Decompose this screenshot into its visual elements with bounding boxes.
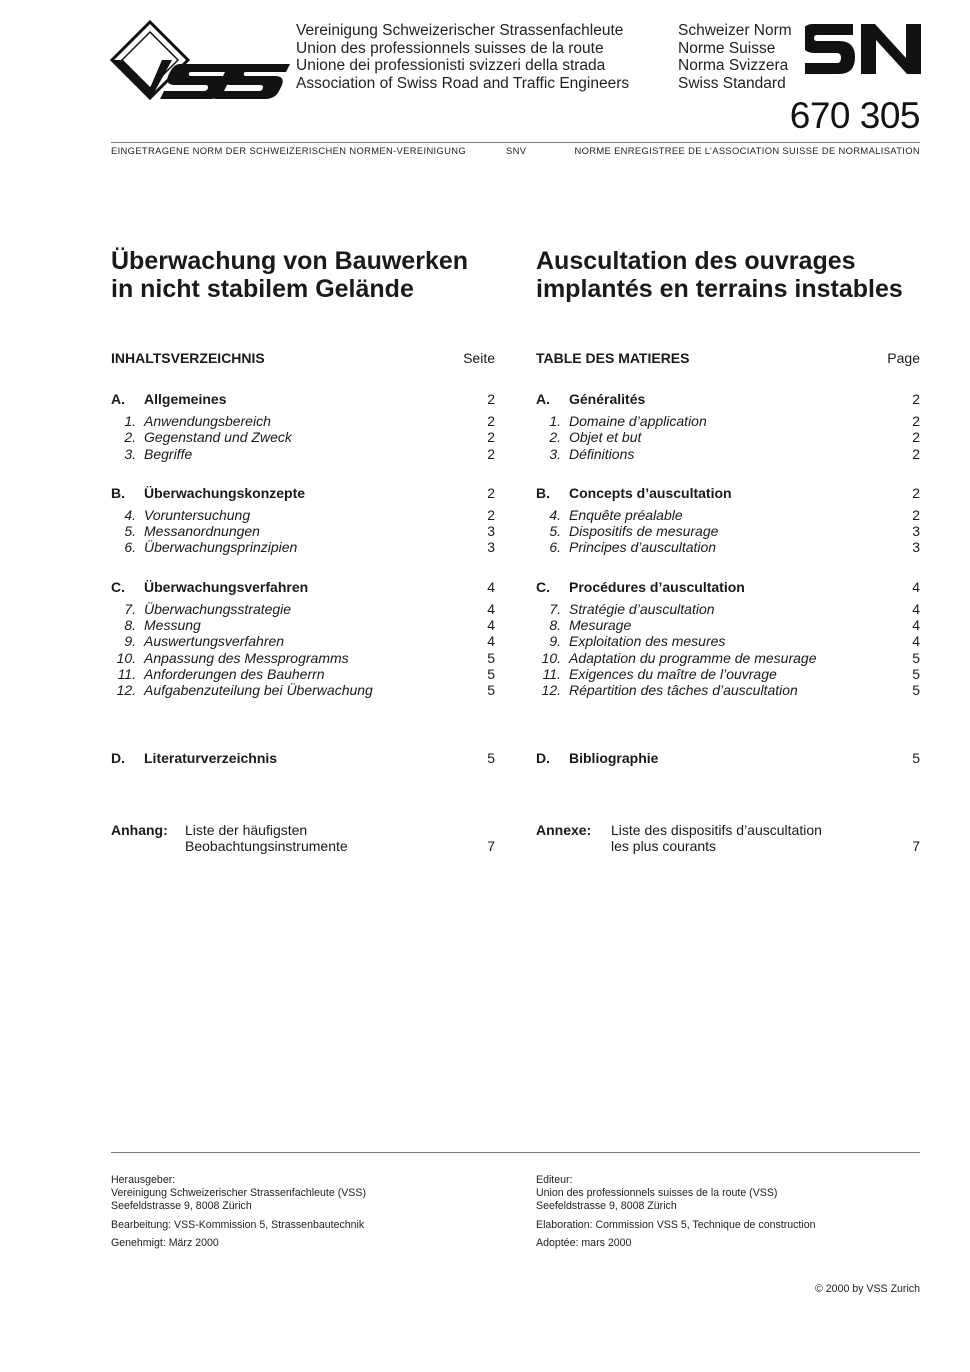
toc-header [536, 348, 920, 368]
org-name-it: Unione dei professionisti svizzeri della strada [296, 57, 606, 75]
toc-item [536, 523, 920, 539]
section-row [536, 389, 920, 409]
section-page: 2 [487, 391, 495, 407]
item-number: 11. [542, 665, 561, 682]
item-title: Objet et but [569, 429, 642, 446]
appendix-label: Annexe: [536, 822, 592, 838]
section-letter: C. [111, 578, 125, 595]
organization-names [296, 22, 629, 92]
item-page: 2 [487, 445, 495, 462]
item-number: 9. [549, 633, 561, 650]
item-number: 3. [549, 445, 561, 462]
toc-item [111, 523, 495, 539]
toc-item [536, 413, 920, 429]
section-title: Überwachungsverfahren [144, 578, 309, 595]
item-number: 6. [549, 539, 561, 556]
toc-item [111, 429, 495, 445]
toc-header [111, 348, 495, 368]
item-page: 4 [487, 600, 495, 617]
section-title: Literaturverzeichnis [144, 750, 278, 766]
title-line: Auscultation des ouvrages [536, 247, 856, 275]
toc-page-label: Seite [463, 350, 495, 366]
appendix-page: 7 [487, 838, 495, 855]
org-name-en: Association of Swiss Road and Traffic Engineers [296, 74, 630, 92]
toc-item [111, 446, 495, 462]
section-title: Überwachungskonzepte [144, 484, 306, 501]
section-row [111, 577, 495, 597]
item-page: 4 [487, 633, 495, 650]
item-title: Mesurage [569, 617, 632, 634]
item-page: 2 [912, 429, 920, 446]
item-number: 8. [124, 617, 136, 634]
item-title: Aufgabenzuteilung bei Überwachung [144, 682, 373, 699]
footer-fr [536, 1174, 916, 1250]
item-title: Anpassung des Messprogramms [144, 649, 349, 666]
item-page: 3 [912, 539, 920, 556]
toc-fr [536, 348, 920, 868]
toc-item [111, 601, 495, 617]
item-number: 4. [124, 506, 136, 523]
standard-number: 670 305 [789, 95, 920, 136]
toc-item [111, 507, 495, 523]
appendix-line: Liste der häufigsten [185, 822, 308, 838]
section-letter: B. [111, 484, 125, 501]
section-letter: A. [536, 391, 550, 407]
item-title: Überwachungsstrategie [144, 600, 292, 617]
toc-section-b [536, 483, 920, 556]
registration-snv: SNV [506, 145, 527, 156]
item-page: 3 [487, 523, 495, 540]
item-number: 5. [124, 523, 136, 540]
section-letter: C. [536, 578, 550, 595]
section-title: Procédures d’auscultation [569, 578, 745, 595]
toc-section-a [111, 389, 495, 462]
item-number: 2. [549, 429, 561, 446]
item-page: 5 [912, 649, 920, 666]
item-page: 5 [487, 649, 495, 666]
item-page: 2 [487, 429, 495, 446]
toc-item [111, 539, 495, 555]
standard-name-fr: Norme Suisse [678, 39, 776, 57]
section-page: 4 [912, 578, 920, 595]
toc-section-d [111, 748, 495, 768]
header-divider [111, 142, 920, 143]
item-title: Messung [144, 617, 201, 634]
section-row [536, 483, 920, 503]
appendix-line: les plus courants [611, 838, 717, 855]
appendix-line: Liste des dispositifs d’auscultation [611, 822, 822, 838]
approval-date: Genehmigt: März 2000 [111, 1236, 219, 1249]
section-title: Généralités [569, 391, 646, 407]
section-letter: B. [536, 484, 550, 501]
section-page: 5 [912, 750, 920, 766]
item-title: Exigences du maître de l’ouvrage [569, 665, 777, 682]
toc-appendix [536, 822, 920, 855]
standard-name-de: Schweizer Norm [678, 22, 792, 39]
item-number: 12. [541, 682, 561, 699]
item-title: Répartition des tâches d’auscultation [569, 682, 798, 699]
footer-de [111, 1174, 491, 1250]
toc-item [536, 633, 920, 649]
section-row [111, 483, 495, 503]
item-title: Messanordnungen [144, 523, 260, 540]
item-title: Enquête préalable [569, 506, 683, 523]
item-page: 2 [487, 506, 495, 523]
publisher-name: Vereinigung Schweizerischer Strassenfachleute (VSS) [111, 1187, 366, 1200]
toc-section-d [536, 748, 920, 768]
title-line: implantés en terrains instables [536, 274, 903, 303]
item-page: 5 [487, 665, 495, 682]
item-page: 4 [912, 617, 920, 634]
toc-item [111, 682, 495, 698]
title-line: Überwachung von Bauwerken [111, 247, 469, 275]
item-page: 3 [912, 523, 920, 540]
item-page: 4 [912, 633, 920, 650]
appendix-line: Beobachtungsinstrumente [185, 838, 348, 855]
editing-info: Bearbeitung: VSS-Kommission 5, Strassenbautechnik [111, 1218, 365, 1231]
item-number: 11. [117, 665, 136, 682]
item-number: 4. [549, 506, 561, 523]
item-title: Principes d’auscultation [569, 539, 717, 556]
section-page: 2 [487, 484, 495, 501]
item-title: Stratégie d’auscultation [569, 600, 715, 617]
item-number: 2. [124, 429, 136, 446]
toc-section-b [111, 483, 495, 556]
toc-item [536, 446, 920, 462]
appendix-page: 7 [912, 838, 920, 855]
item-title: Définitions [569, 445, 635, 462]
toc-section-a [536, 389, 920, 462]
toc-item [536, 666, 920, 682]
title-line: in nicht stabilem Gelände [111, 274, 414, 303]
toc-item [536, 617, 920, 633]
item-number: 6. [124, 539, 136, 556]
standard-designations [678, 22, 792, 92]
item-title: Domaine d’application [569, 413, 707, 429]
section-page: 4 [487, 578, 495, 595]
item-number: 10. [541, 649, 561, 666]
publisher-address: Seefeldstrasse 9, 8008 Zürich [536, 1200, 677, 1213]
section-title: Concepts d’auscultation [569, 484, 732, 501]
toc-heading: INHALTSVERZEICHNIS [111, 350, 265, 366]
item-page: 3 [487, 539, 495, 556]
toc-item [536, 601, 920, 617]
appendix-label: Anhang: [111, 822, 168, 838]
standard-name-en: Swiss Standard [678, 74, 786, 92]
item-page: 2 [487, 413, 495, 429]
publisher-name: Union des professionnels suisses de la route (VSS) [536, 1187, 778, 1200]
item-page: 2 [912, 413, 920, 429]
item-number: 5. [549, 523, 561, 540]
vss-logo [110, 20, 290, 102]
publisher-address: Seefeldstrasse 9, 8008 Zürich [111, 1200, 252, 1213]
toc-heading: TABLE DES MATIERES [536, 350, 690, 366]
registration-text-fr: NORME ENREGISTREE DE L’ASSOCIATION SUISSE DE NORMALISATION [574, 145, 920, 156]
toc-item [111, 650, 495, 666]
toc-item [111, 617, 495, 633]
item-title: Anforderungen des Bauherrn [144, 665, 325, 682]
toc-section-c [111, 577, 495, 699]
toc-item [111, 413, 495, 429]
toc-item [536, 507, 920, 523]
section-page: 2 [912, 391, 920, 407]
section-row [536, 577, 920, 597]
item-number: 3. [124, 445, 136, 462]
item-title: Adaptation du programme de mesurage [569, 649, 817, 666]
item-number: 9. [124, 633, 136, 650]
toc-page-label: Page [887, 350, 920, 366]
appendix-title [185, 822, 465, 855]
toc-de [111, 348, 495, 868]
section-page: 2 [912, 484, 920, 501]
item-title: Voruntersuchung [144, 506, 251, 523]
section-letter: D. [111, 750, 125, 766]
item-title: Überwachungsprinzipien [144, 539, 298, 556]
standard-name-it: Norma Svizzera [678, 57, 789, 75]
copyright: © 2000 by VSS Zurich [815, 1283, 920, 1295]
item-title: Gegenstand und Zweck [144, 429, 292, 446]
item-number: 1. [549, 413, 561, 429]
item-page: 5 [912, 682, 920, 699]
section-letter: D. [536, 750, 550, 766]
footer-divider [111, 1152, 920, 1153]
section-title: Bibliographie [569, 750, 659, 766]
sn-logo [805, 24, 921, 74]
toc-item [111, 633, 495, 649]
item-number: 7. [124, 600, 136, 617]
editing-info: Elaboration: Commission VSS 5, Technique de construction [536, 1218, 816, 1231]
publisher-label: Editeur: [536, 1174, 573, 1186]
toc-item [536, 682, 920, 698]
item-page: 4 [912, 600, 920, 617]
item-title: Anwendungsbereich [144, 413, 271, 429]
page-title-de [111, 248, 468, 303]
item-page: 2 [912, 445, 920, 462]
section-row [111, 389, 495, 409]
section-title: Allgemeines [144, 391, 227, 407]
approval-date: Adoptée: mars 2000 [536, 1236, 632, 1249]
page-title-fr [536, 248, 903, 303]
section-page: 5 [487, 750, 495, 766]
toc-item [536, 650, 920, 666]
item-page: 2 [912, 506, 920, 523]
toc-item [111, 666, 495, 682]
item-number: 8. [549, 617, 561, 634]
item-page: 5 [487, 682, 495, 699]
registration-text-de: EINGETRAGENE NORM DER SCHWEIZERISCHEN NORMEN-VEREINIGUNG [111, 145, 467, 156]
toc-section-c [536, 577, 920, 699]
publisher-label: Herausgeber: [111, 1174, 176, 1186]
item-number: 12. [116, 682, 136, 699]
appendix-title [611, 822, 890, 855]
item-title: Dispositifs de mesurage [569, 523, 719, 540]
item-title: Exploitation des mesures [569, 633, 726, 650]
org-name-de: Vereinigung Schweizerischer Strassenfachleute [296, 22, 624, 39]
item-number: 7. [549, 600, 561, 617]
toc-appendix [111, 822, 495, 855]
toc-item [536, 539, 920, 555]
section-letter: A. [111, 391, 125, 407]
item-number: 10. [116, 649, 136, 666]
org-name-fr: Union des professionnels suisses de la route [296, 39, 604, 57]
item-title: Begriffe [144, 445, 193, 462]
item-page: 4 [487, 617, 495, 634]
toc-item [536, 429, 920, 445]
item-title: Auswertungsverfahren [144, 633, 285, 650]
item-page: 5 [912, 665, 920, 682]
item-number: 1. [124, 413, 136, 429]
